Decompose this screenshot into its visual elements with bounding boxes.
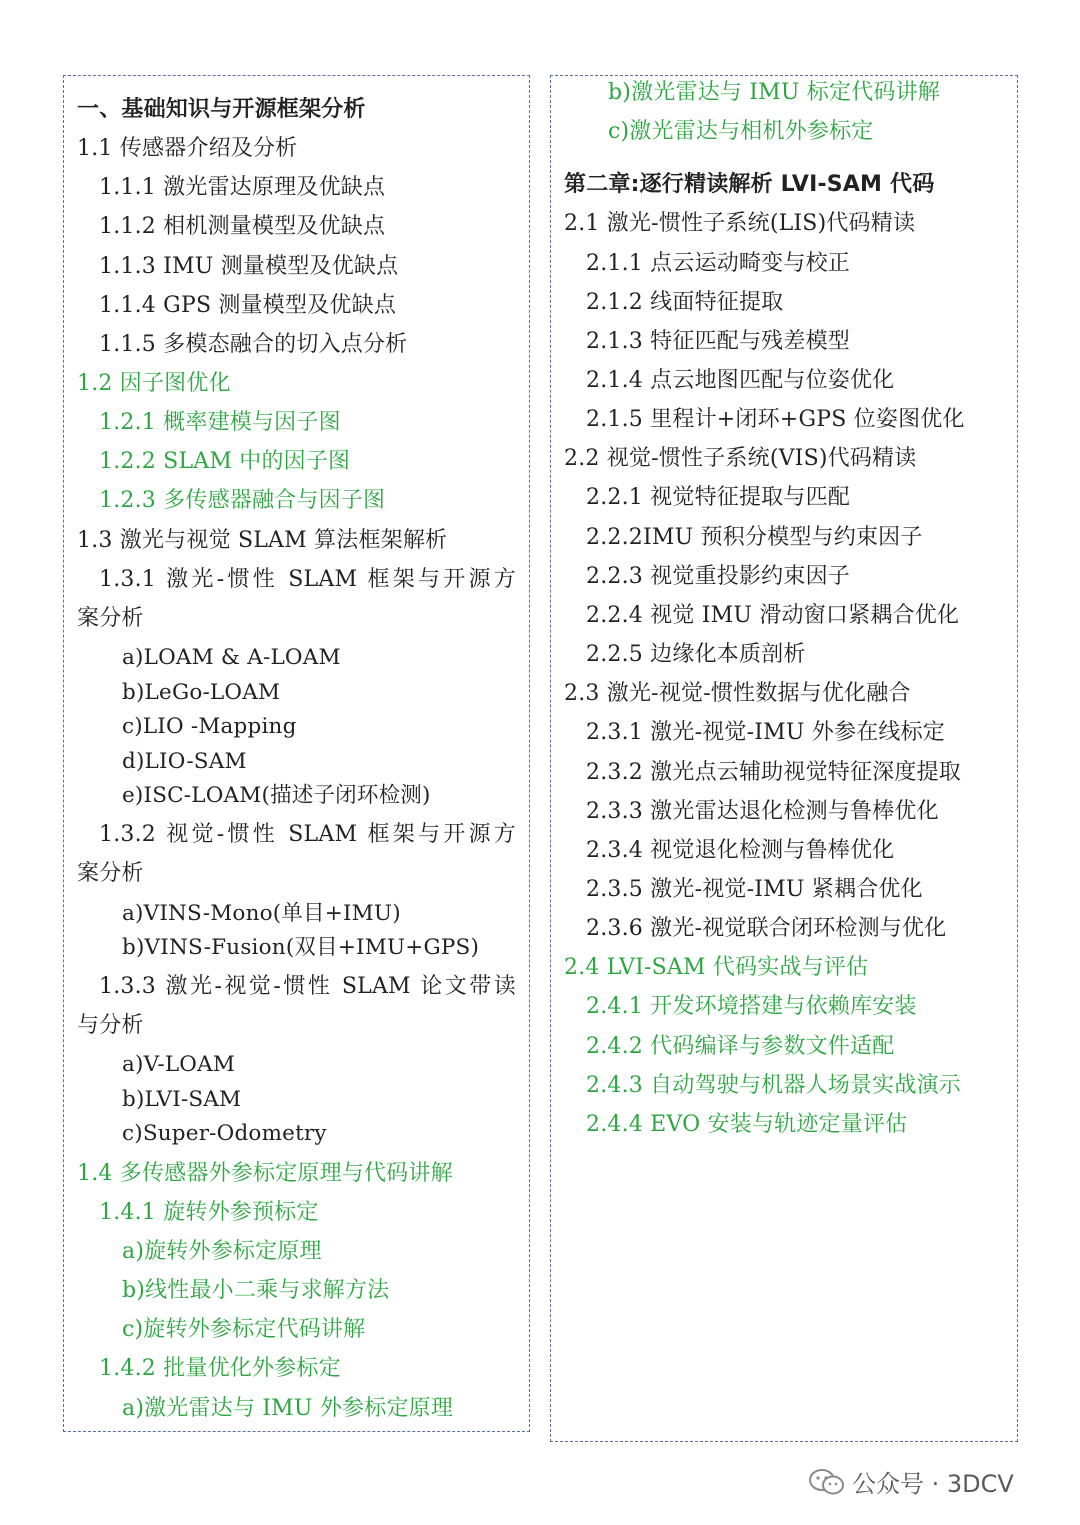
toc-line: 1.4.2 批量优化外参标定: [99, 1356, 341, 1381]
toc-line: 2.3 激光-视觉-惯性数据与优化融合: [564, 681, 911, 706]
left-column: [63, 75, 530, 1432]
toc-line: 1.2.1 概率建模与因子图: [99, 410, 341, 435]
toc-line: 1.1.3 IMU 测量模型及优缺点: [99, 254, 399, 279]
watermark-text: 公众号 · 3DCV: [852, 1470, 1014, 1498]
toc-line: 1.4.1 旋转外参预标定: [99, 1200, 319, 1225]
toc-line: e)ISC-LOAM(描述子闭环检测): [122, 783, 431, 808]
toc-line: 2.1.2 线面特征提取: [586, 290, 784, 315]
toc-line: 2.3.1 激光-视觉-IMU 外参在线标定: [586, 720, 945, 745]
toc-line: 1.3 激光与视觉 SLAM 算法框架解析: [77, 528, 448, 553]
toc-line: 2.3.4 视觉退化检测与鲁棒优化: [586, 838, 895, 863]
toc-line: 2.1.3 特征匹配与残差模型: [586, 329, 850, 354]
toc-line: b)VINS-Fusion(双目+IMU+GPS): [122, 935, 480, 960]
toc-line: 2.3.5 激光-视觉-IMU 紧耦合优化: [586, 877, 923, 902]
toc-line: 与分析: [77, 1013, 144, 1038]
toc-line: a)旋转外参标定原理: [122, 1239, 322, 1264]
toc-line: 2.4.1 开发环境搭建与依赖库安装: [586, 994, 917, 1019]
section-heading: 一、基础知识与开源框架分析: [77, 97, 366, 122]
toc-line: 1.2.2 SLAM 中的因子图: [99, 449, 351, 474]
toc-line: 2.2.1 视觉特征提取与匹配: [586, 485, 850, 510]
wechat-icon: [808, 1468, 846, 1496]
toc-line: 2.2.5 边缘化本质剖析: [586, 642, 806, 667]
toc-line: 1.1.5 多模态融合的切入点分析: [99, 332, 408, 357]
toc-line: 2.3.6 激光-视觉联合闭环检测与优化: [586, 916, 947, 941]
toc-line: c)激光雷达与相机外参标定: [608, 119, 874, 144]
toc-line: 1.1.4 GPS 测量模型及优缺点: [99, 293, 397, 318]
toc-line: 2.4.4 EVO 安装与轨迹定量评估: [586, 1112, 908, 1137]
toc-line: d)LIO-SAM: [122, 749, 247, 774]
toc-line: 1.2.3 多传感器融合与因子图: [99, 488, 386, 513]
toc-line: 2.2.2IMU 预积分模型与约束因子: [586, 525, 923, 550]
toc-line: 2.1.5 里程计+闭环+GPS 位姿图优化: [586, 407, 965, 432]
toc-line: 2.2.3 视觉重投影约束因子: [586, 564, 850, 589]
toc-line: 2.2.4 视觉 IMU 滑动窗口紧耦合优化: [586, 603, 960, 628]
toc-line: 2.3.3 激光雷达退化检测与鲁棒优化: [586, 799, 939, 824]
toc-line: 1.1.1 激光雷达原理及优缺点: [99, 175, 386, 200]
toc-line: a)LOAM & A-LOAM: [122, 645, 341, 670]
toc-line: 1.4 多传感器外参标定原理与代码讲解: [77, 1161, 453, 1186]
toc-line: a)VINS-Mono(单目+IMU): [122, 901, 401, 926]
toc-line: c)LIO -Mapping: [122, 714, 297, 739]
toc-line: 2.4.2 代码编译与参数文件适配: [586, 1034, 895, 1059]
toc-line: b)LeGo-LOAM: [122, 680, 281, 705]
toc-line: 2.3.2 激光点云辅助视觉特征深度提取: [586, 760, 961, 785]
toc-line: 1.3.3 激光-视觉-惯性 SLAM 论文带读: [99, 974, 516, 999]
right-column: [550, 75, 1018, 1442]
toc-line: b)激光雷达与 IMU 标定代码讲解: [608, 80, 941, 105]
toc-line: b)线性最小二乘与求解方法: [122, 1278, 390, 1303]
toc-line: 2.1.4 点云地图匹配与位姿优化: [586, 368, 895, 393]
toc-line: 1.1 传感器介绍及分析: [77, 136, 298, 161]
toc-line: 2.2 视觉-惯性子系统(VIS)代码精读: [564, 446, 917, 471]
watermark: [808, 1464, 1014, 1499]
toc-line: c)旋转外参标定代码讲解: [122, 1317, 366, 1342]
toc-line: 2.4.3 自动驾驶与机器人场景实战演示: [586, 1073, 961, 1098]
toc-line: 1.3.1 激光-惯性 SLAM 框架与开源方: [99, 567, 516, 592]
toc-line: 1.2 因子图优化: [77, 371, 231, 396]
toc-line: c)Super-Odometry: [122, 1121, 327, 1146]
toc-line: a)V-LOAM: [122, 1052, 236, 1077]
toc-line: 2.4 LVI-SAM 代码实战与评估: [564, 955, 869, 980]
toc-line: 2.1.1 点云运动畸变与校正: [586, 251, 850, 276]
toc-line: a)激光雷达与 IMU 外参标定原理: [122, 1396, 454, 1421]
toc-line: 1.3.2 视觉-惯性 SLAM 框架与开源方: [99, 822, 516, 847]
section-heading: 第二章:逐行精读解析 LVI-SAM 代码: [564, 172, 935, 197]
toc-line: 1.1.2 相机测量模型及优缺点: [99, 214, 386, 239]
toc-line: b)LVI-SAM: [122, 1087, 242, 1112]
toc-line: 案分析: [77, 606, 144, 631]
toc-line: 2.1 激光-惯性子系统(LIS)代码精读: [564, 211, 916, 236]
toc-line: 案分析: [77, 861, 144, 886]
